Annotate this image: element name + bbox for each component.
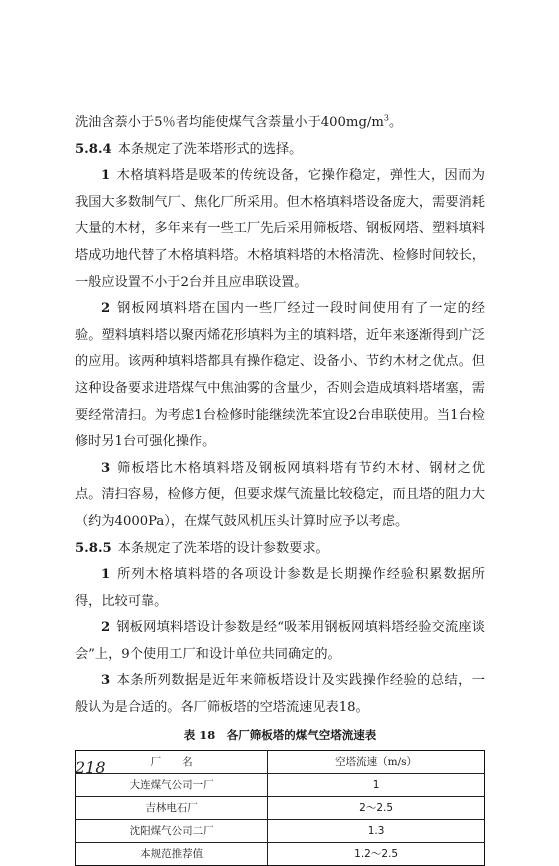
- table-caption: 表 18 各厂筛板塔的煤气空塔流速表: [183, 727, 377, 742]
- paragraph-intro: [75, 110, 485, 137]
- clause-1-wood-params: [75, 562, 485, 615]
- clause-1-wood-tower: [75, 163, 485, 296]
- clause-text: 木格填料塔是吸苯的传统设备，它操作稳定，弹性大，因而为我国大多数制气厂、焦化厂所采用。但木格填料塔设备庞大，需要消耗大量的木材，多年来有一些工厂先后采用筛板塔、钢板网塔、塑料填料塔成功地代替了木格填料塔。木格填料塔的木格清洗、检修时间较长，一般应设置不小于2台并且应串联设置。: [75, 168, 485, 290]
- table-cell-velocity: 1: [268, 773, 485, 796]
- clause-text: 本条所列数据是近年来筛板塔设计及实践操作经验的总结，一般认为是合适的。各厂筛板塔的空塔流速见表18。: [75, 673, 485, 716]
- clause-number: 3: [101, 673, 111, 689]
- table-cell-factory: 大连煤气公司一厂: [76, 773, 268, 796]
- table-cell-velocity: 2～2.5: [268, 796, 485, 819]
- table-cell-factory: 沈阳煤气公司二厂: [76, 819, 268, 842]
- clause-2-steel-mesh-tower: [75, 296, 485, 456]
- clause-text: 所列木格填料塔的各项设计参数是长期操作经验积累数据所得，比较可靠。: [75, 567, 485, 609]
- table-row: [76, 796, 485, 819]
- table-cell-velocity: 1.3: [268, 819, 485, 842]
- table-cell-factory: 本规范推荐值: [76, 842, 268, 865]
- section-title: 本条规定了洗苯塔的设计参数要求。: [117, 540, 329, 556]
- section-number: 5.8.5: [75, 540, 112, 556]
- section-5-8-4-heading: [75, 137, 485, 164]
- clause-number: 2: [101, 301, 111, 317]
- page-number: 218: [75, 758, 106, 777]
- intro-text: 洗油含萘小于5％者均能使煤气含萘量小于400mg/m: [75, 115, 384, 130]
- document-page: [75, 110, 485, 866]
- gas-velocity-table: [75, 750, 485, 866]
- column-header-velocity: 空塔流速（m/s）: [268, 750, 485, 773]
- intro-end: 。: [388, 115, 403, 130]
- column-header-factory: 厂 名: [76, 750, 268, 773]
- clause-number: 1: [101, 168, 111, 184]
- section-5-8-5-heading: [75, 536, 485, 563]
- table-row: [76, 842, 485, 865]
- table-row: [76, 773, 485, 796]
- table-header-row: [76, 750, 485, 773]
- clause-number: 1: [101, 567, 111, 583]
- superscript: 3: [383, 113, 389, 123]
- clause-text: 钢板网填料塔在国内一些厂经过一段时间使用有了一定的经验。塑料填料塔以聚丙烯花形填料为主的填料塔，近年来逐渐得到广泛的应用。该两种填料塔都具有操作稳定、设备小、节约木材之优点。但这种设备要求进塔煤气中焦油雾的含量少，否则会造成填料塔堵塞，需要经常清扫。为考虑1台检修时能继续洗苯宜设2台串联使用。当1台检修时另1台可强化操作。: [75, 301, 485, 450]
- clause-number: 2: [101, 620, 111, 636]
- clause-text: 筛板塔比木格填料塔及钢板网填料塔有节约木材、钢材之优点。清扫容易，检修方便，但要求煤气流量比较稳定，而且塔的阻力大（约为4000Pa），在煤气鼓风机压头计算时应予以考虑。: [75, 460, 485, 529]
- clause-2-mesh-params: [75, 615, 485, 668]
- clause-3-sieve-params: [75, 668, 485, 721]
- table-row: [76, 819, 485, 842]
- clause-number: 3: [101, 460, 111, 476]
- clause-text: 钢板网填料塔设计参数是经“吸苯用钢板网填料塔经验交流座谈会”上，9个使用工厂和设计单位共同确定的。: [75, 620, 485, 662]
- clause-3-sieve-tower: [75, 456, 485, 536]
- table-cell-factory: 吉林电石厂: [76, 796, 268, 819]
- section-title: 本条规定了洗苯塔形式的选择。: [117, 141, 303, 157]
- section-number: 5.8.4: [75, 141, 112, 157]
- table-cell-velocity: 1.2～2.5: [268, 842, 485, 865]
